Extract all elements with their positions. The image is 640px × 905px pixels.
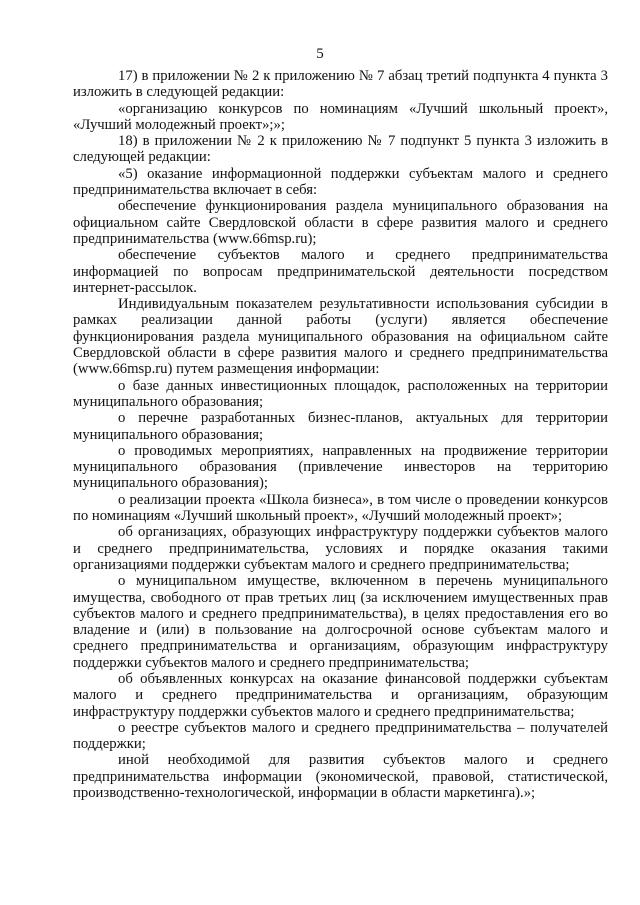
paragraph-events: о проводимых мероприятиях, направленных на продвижение территории муниципального образования (привлечение инвесторов на территорию муниципального образования); xyxy=(73,442,608,492)
document-body xyxy=(73,68,608,801)
paragraph-financial-support-contests: об объявленных конкурсах на оказание финансовой поддержки субъектам малого и среднего предпринимательства и организациям, образующим инфраструктуру поддержки субъектов малого и среднего предпринимательства; xyxy=(73,670,608,720)
page-number: 5 xyxy=(316,46,324,62)
paragraph-infrastructure-orgs: об организациях, образующих инфраструктуру поддержки субъектов малого и среднего предпринимательства, условиях и порядке оказания такими организациями поддержки субъектам малого и среднего предпринимательства; xyxy=(73,524,608,573)
paragraph-quote-competitions: «организацию конкурсов по номинациям «Лучший школьный проект», «Лучший молодежный проект»;»; xyxy=(73,100,608,133)
paragraph-business-school: о реализации проекта «Школа бизнеса», в том числе о проведении конкурсов по номинациям «Лучший школьный проект», «Лучший молодежный проект»; xyxy=(73,491,608,525)
paragraph-business-plans: о перечне разработанных бизнес-планов, актуальных для территории муниципального образования; xyxy=(73,410,608,443)
paragraph-item-17: 17) в приложении № 2 к приложению № 7 абзац третий подпункта 4 пункта 3 изложить в следующей редакции: xyxy=(73,68,608,101)
paragraph-website-section: обеспечение функционирования раздела муниципального образования на официальном сайте Свердловской области в сфере развития малого и среднего предпринимательства (www.66msp.ru); xyxy=(73,198,608,247)
paragraph-investment-sites: о базе данных инвестиционных площадок, расположенных на территории муниципального образования; xyxy=(73,377,608,410)
paragraph-newsletters: обеспечение субъектов малого и среднего предпринимательства информацией по вопросам предпринимательской деятельности посредством интернет-рассылок. xyxy=(73,247,608,296)
paragraph-item-18: 18) в приложении № 2 к приложению № 7 подпункт 5 пункта 3 изложить в следующей редакции: xyxy=(73,133,608,166)
paragraph-performance-indicator: Индивидуальным показателем результативности использования субсидии в рамках реализации данной работы (услуги) является обеспечение функционирования раздела муниципального образования на официальном сайте Свердловской области в сфере развития малого и среднего предпринимательства (www.66msp.ru) путем размещения информации: xyxy=(73,296,608,378)
paragraph-other-information: иной необходимой для развития субъектов малого и среднего предпринимательства информации (экономической, правовой, статистической, производственно-технологической, информации в области маркетинга).»; xyxy=(73,752,608,802)
paragraph-subitem-5: «5) оказание информационной поддержки субъектам малого и среднего предпринимательства включает в себя: xyxy=(73,165,608,199)
paragraph-municipal-property: о муниципальном имуществе, включенном в перечень муниципального имущества, свободного от прав третьих лиц (за исключением имущественных прав субъектов малого и среднего предпринимательства), в целях предоставления его во владение и (или) в пользование на долгосрочной основе субъектам малого и среднего предпринимательства и организациям, образующим инфраструктуру поддержки субъектов малого и среднего предпринимательства; xyxy=(73,573,608,671)
paragraph-support-registry: о реестре субъектов малого и среднего предпринимательства – получателей поддержки; xyxy=(73,719,608,753)
